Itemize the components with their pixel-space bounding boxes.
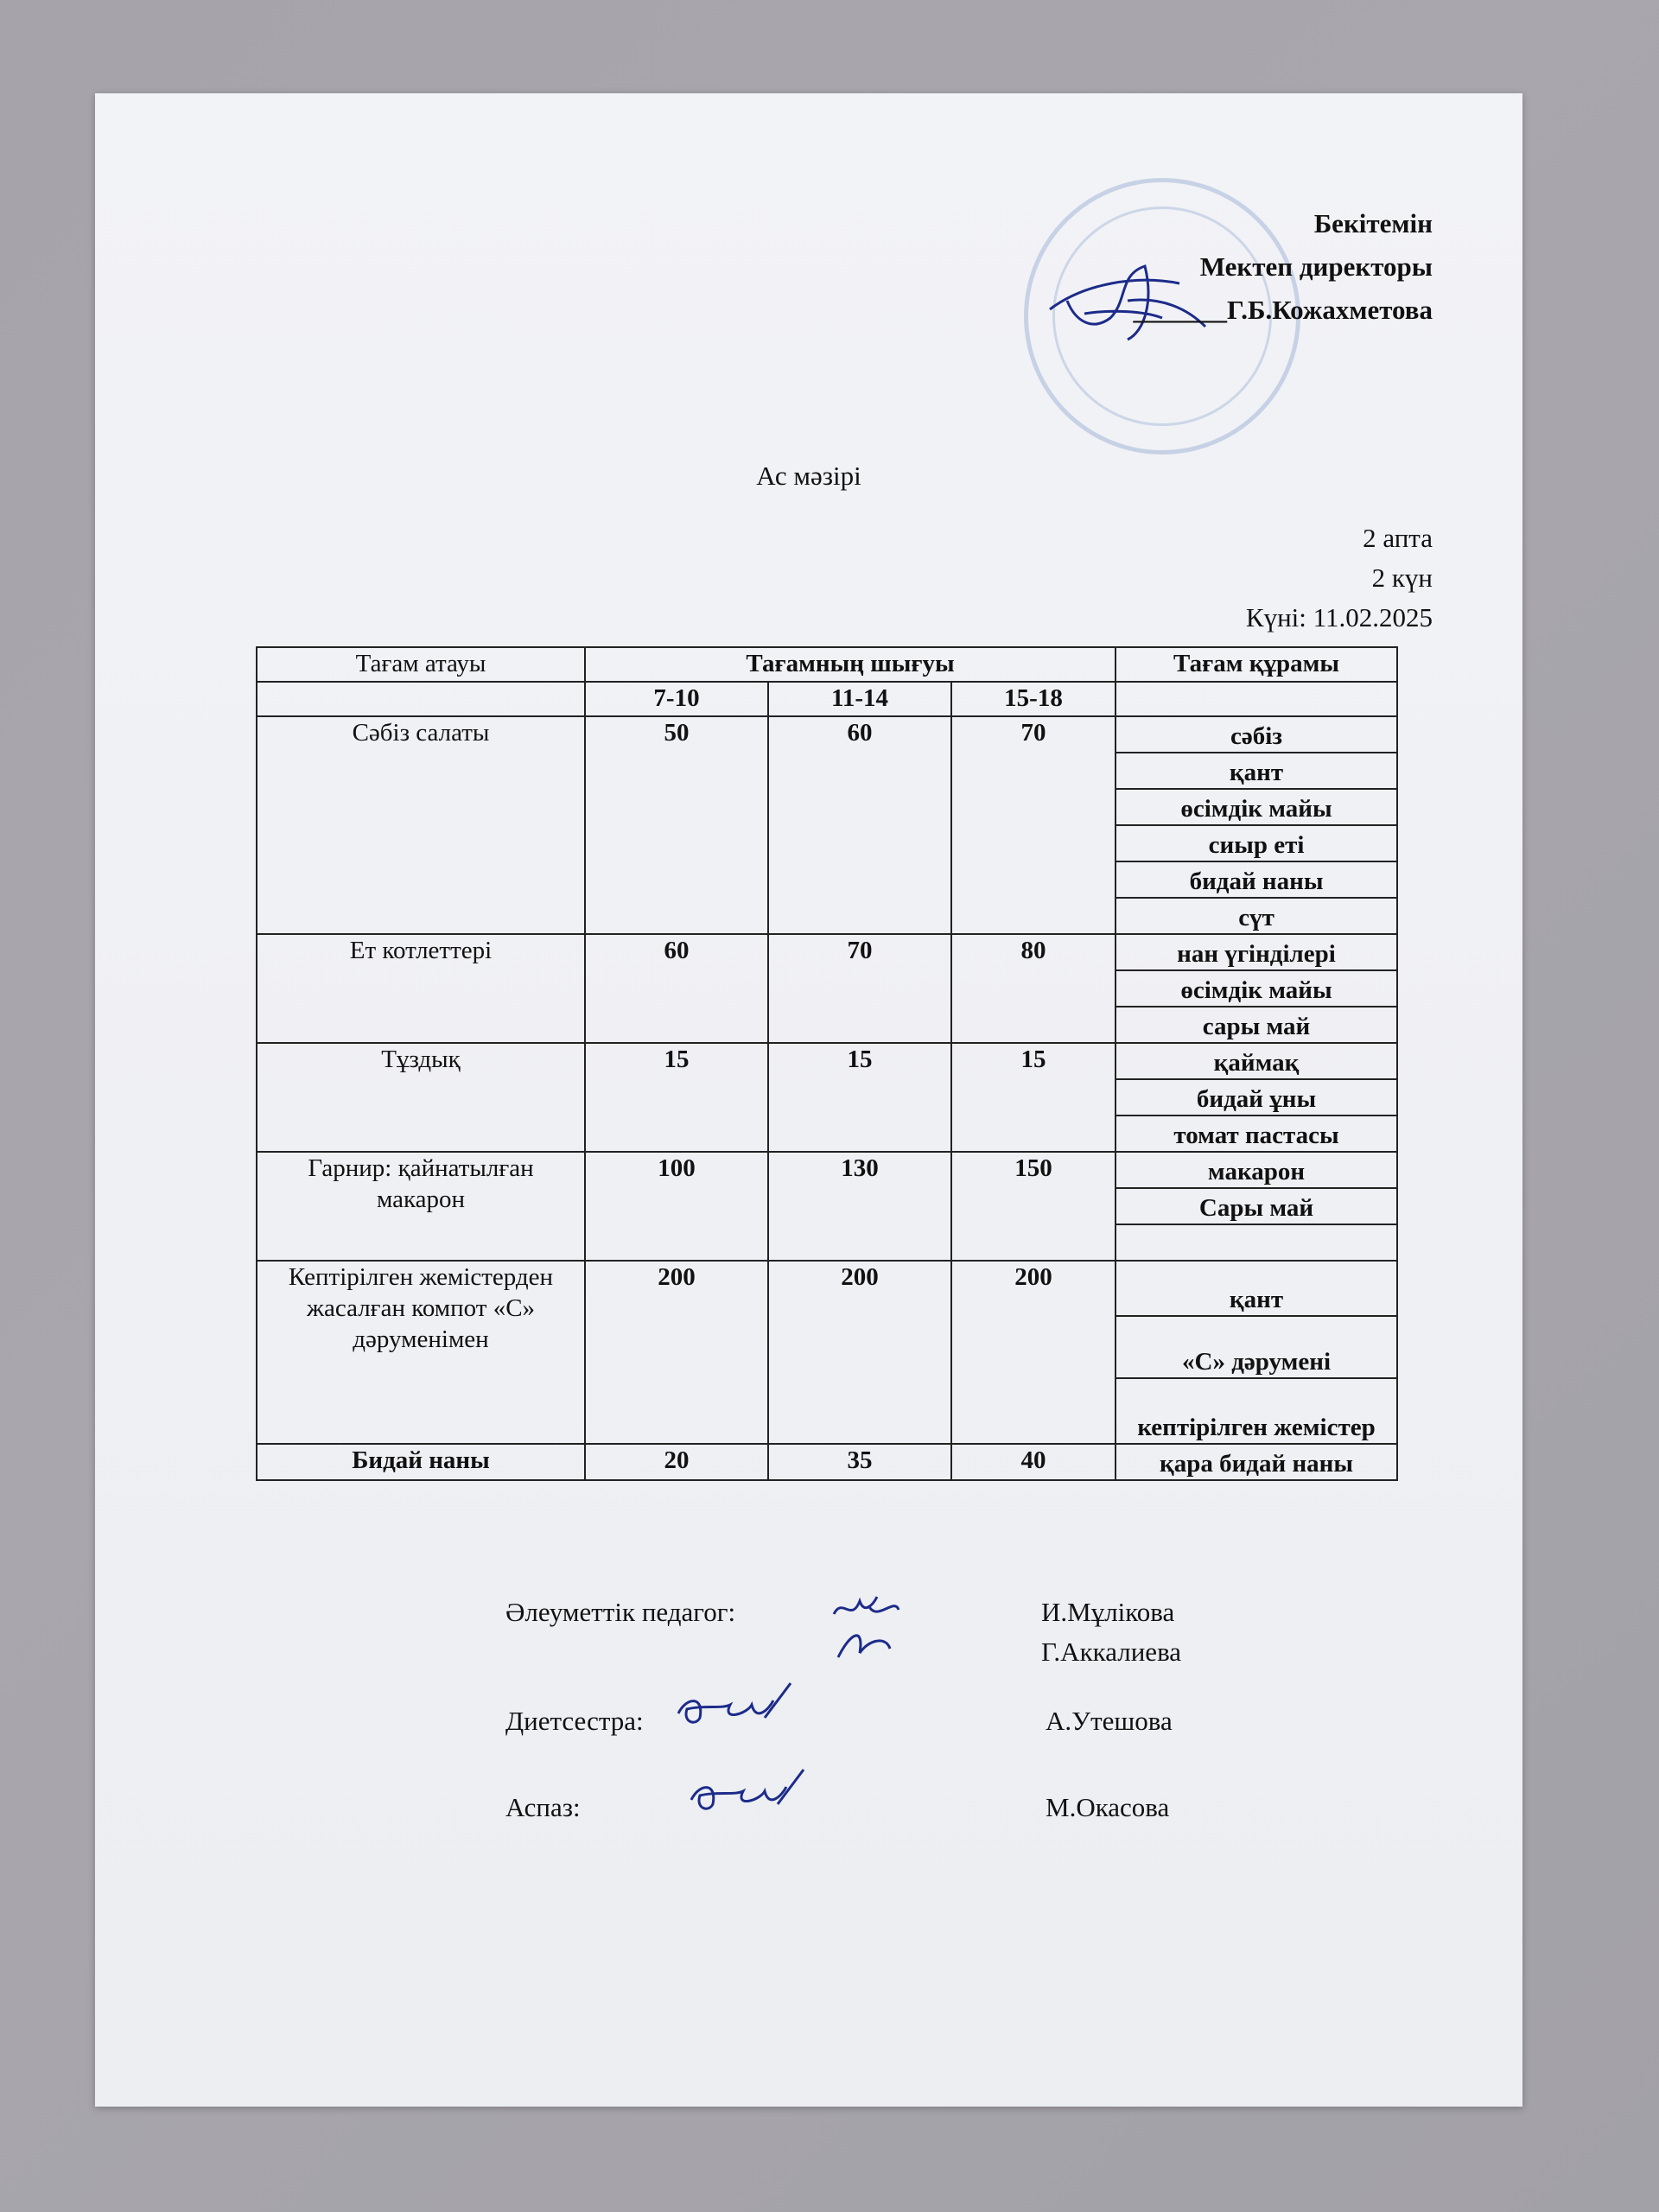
signature-block [505, 1597, 1283, 1856]
header-composition: Тағам құрамы [1116, 647, 1397, 682]
ingredient: бидай наны [1116, 861, 1397, 898]
portion-7-10: 100 [585, 1152, 768, 1261]
dietitian-label: Диетсестра: [505, 1706, 644, 1736]
portion-7-10: 20 [585, 1444, 768, 1480]
ingredient: томат пастасы [1116, 1116, 1397, 1152]
cook-name: М.Окасова [1046, 1792, 1170, 1822]
social-pedagog-name-1: И.Мұлікова [1041, 1597, 1175, 1627]
portion-7-10: 15 [585, 1043, 768, 1152]
social-pedagog-label: Әлеуметтік педагог: [505, 1597, 736, 1627]
dish-name: Ет котлеттері [257, 934, 585, 1043]
approval-position: Мектеп директоры [1199, 251, 1433, 282]
portion-15-18: 70 [951, 716, 1116, 934]
day-label: 2 күн [1371, 563, 1433, 593]
header-age-7-10: 7-10 [585, 682, 768, 716]
portion-11-14: 60 [768, 716, 951, 934]
document-page [95, 93, 1522, 2107]
ingredient: қаймақ [1116, 1043, 1397, 1079]
dietitian-signature [670, 1675, 799, 1744]
week-label: 2 апта [1363, 523, 1433, 553]
dish-name: Кептірілген жемістерден жасалған компот «С» дәруменімен [257, 1261, 585, 1444]
ingredient: сәбіз [1116, 716, 1397, 753]
portion-11-14: 130 [768, 1152, 951, 1261]
social-pedagog-signature [825, 1580, 903, 1666]
dish-name: Бидай наны [257, 1444, 585, 1480]
header-dish: Тағам атауы [257, 647, 585, 682]
date-label: Күні: 11.02.2025 [1245, 602, 1433, 632]
approval-title: Бекітемін [1313, 208, 1433, 238]
dish-name: Тұздық [257, 1043, 585, 1152]
portion-11-14: 70 [768, 934, 951, 1043]
cook-label: Аспаз: [505, 1792, 581, 1822]
header-age-11-14: 11-14 [768, 682, 951, 716]
dish-name: Гарнир: қайнатылған макарон [257, 1152, 585, 1261]
dietitian-name: А.Утешова [1046, 1706, 1173, 1736]
approval-block [1133, 202, 1433, 332]
portion-15-18: 80 [951, 934, 1116, 1043]
table-subheader-row [257, 682, 1397, 716]
menu-meta [1246, 518, 1433, 638]
ingredient: бидай ұны [1116, 1079, 1397, 1116]
ingredient: макарон [1116, 1152, 1397, 1188]
portion-11-14: 35 [768, 1444, 951, 1480]
portion-15-18: 200 [951, 1261, 1116, 1444]
table-row [257, 716, 1397, 753]
portion-15-18: 40 [951, 1444, 1116, 1480]
ingredient: Сары май [1116, 1188, 1397, 1224]
cook-signature [683, 1761, 812, 1830]
ingredient: сиыр еті [1116, 825, 1397, 861]
table-row [257, 934, 1397, 970]
ingredient: қант [1116, 753, 1397, 789]
table-row [257, 1152, 1397, 1188]
ingredient: нан үгінділері [1116, 934, 1397, 970]
portion-11-14: 15 [768, 1043, 951, 1152]
portion-7-10: 60 [585, 934, 768, 1043]
table-row [257, 1043, 1397, 1079]
ingredient: сүт [1116, 898, 1397, 934]
dish-name: Сәбіз салаты [257, 716, 585, 934]
portion-15-18: 150 [951, 1152, 1116, 1261]
ingredient: қара бидай наны [1116, 1444, 1397, 1480]
ingredient: өсімдік майы [1116, 789, 1397, 825]
page-title: Ас мәзірі [756, 461, 861, 491]
portion-11-14: 200 [768, 1261, 951, 1444]
ingredient: сары май [1116, 1007, 1397, 1043]
table-header-row [257, 647, 1397, 682]
ingredient: «С» дәрумені [1116, 1316, 1397, 1378]
ingredient: қант [1116, 1261, 1397, 1316]
table-row [257, 1444, 1397, 1480]
table-row [257, 1261, 1397, 1316]
header-output: Тағамның шығуы [585, 647, 1116, 682]
approval-director-name: _______Г.Б.Кожахметова [1133, 295, 1433, 325]
portion-7-10: 50 [585, 716, 768, 934]
ingredient: кептірілген жемістер [1116, 1378, 1397, 1444]
portion-15-18: 15 [951, 1043, 1116, 1152]
header-age-15-18: 15-18 [951, 682, 1116, 716]
social-pedagog-name-2: Г.Аккалиева [1041, 1637, 1182, 1667]
ingredient: өсімдік майы [1116, 970, 1397, 1007]
menu-table [256, 646, 1398, 1481]
portion-7-10: 200 [585, 1261, 768, 1444]
